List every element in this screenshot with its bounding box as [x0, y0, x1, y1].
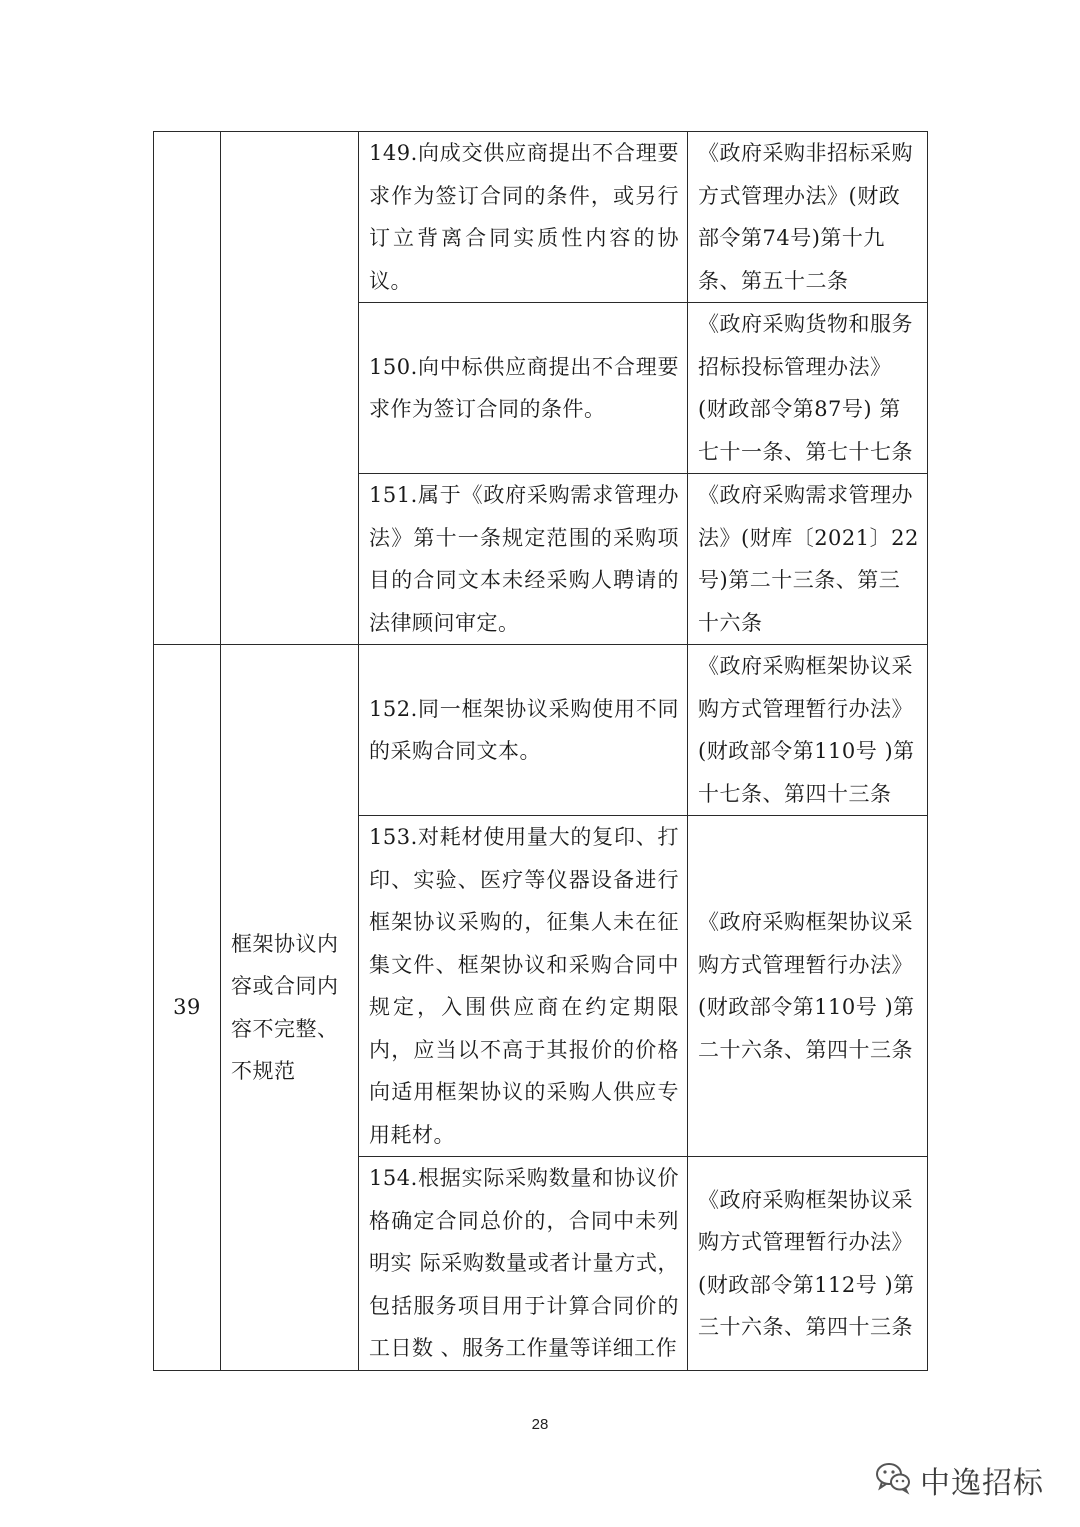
item-152-cell: 152.同一框架协议采购使用不同的采购合同文本。 [359, 645, 688, 816]
item-154-cell: 154.根据实际采购数量和协议价格确定合同总价的，合同中未列明实 际采购数量或者计量方式，包括服务项目用于计算合同价的工日数 、服务工作量等详细工作 [359, 1157, 688, 1371]
group-category-cell: 框架协议内容或合同内容不完整、不规范 [221, 645, 359, 1371]
table-row [154, 645, 928, 816]
wechat-icon [874, 1461, 912, 1499]
law-150-cell: 《政府采购货物和服务招标投标管理办法》(财政部令第87号) 第七十一条、第七十七条 [688, 303, 928, 474]
item-149-cell: 149.向成交供应商提出不合理要求作为签订合同的条件，或另行订立背离合同实质性内容的协议。 [359, 132, 688, 303]
item-150-cell: 150.向中标供应商提出不合理要求作为签订合同的条件。 [359, 303, 688, 474]
watermark [874, 1458, 1044, 1502]
law-149-cell: 《政府采购非招标采购方式管理办法》(财政部令第74号)第十九条、第五十二条 [688, 132, 928, 303]
law-152-cell: 《政府采购框架协议采购方式管理暂行办法》(财政部令第110号 )第十七条、第四十三条 [688, 645, 928, 816]
item-153-cell: 153.对耗材使用量大的复印、打印、实验、医疗等仪器设备进行框架协议采购的，征集人未在征集文件、框架协议和采购合同中规定，入围供应商在约定期限内，应当以不高于其报价的价格向适用框架协议的采购人供应专用耗材。 [359, 816, 688, 1157]
page-number: 28 [531, 1416, 549, 1433]
group-category-cell [221, 132, 359, 645]
item-151-cell: 151.属于《政府采购需求管理办法》第十一条规定范围的采购项目的合同文本未经采购人聘请的法律顾问审定。 [359, 474, 688, 645]
group-number-cell: 39 [154, 645, 221, 1371]
law-151-cell: 《政府采购需求管理办法》(财库〔2021〕22号)第二十三条、第三十六条 [688, 474, 928, 645]
regulation-table [153, 131, 928, 1371]
law-153-cell: 《政府采购框架协议采购方式管理暂行办法》(财政部令第110号 )第二十六条、第四十三条 [688, 816, 928, 1157]
table-row [154, 132, 928, 303]
law-154-cell: 《政府采购框架协议采购方式管理暂行办法》(财政部令第112号 )第三十六条、第四十三条 [688, 1157, 928, 1371]
group-number-cell [154, 132, 221, 645]
watermark-text: 中逸招标 [920, 1467, 1044, 1500]
